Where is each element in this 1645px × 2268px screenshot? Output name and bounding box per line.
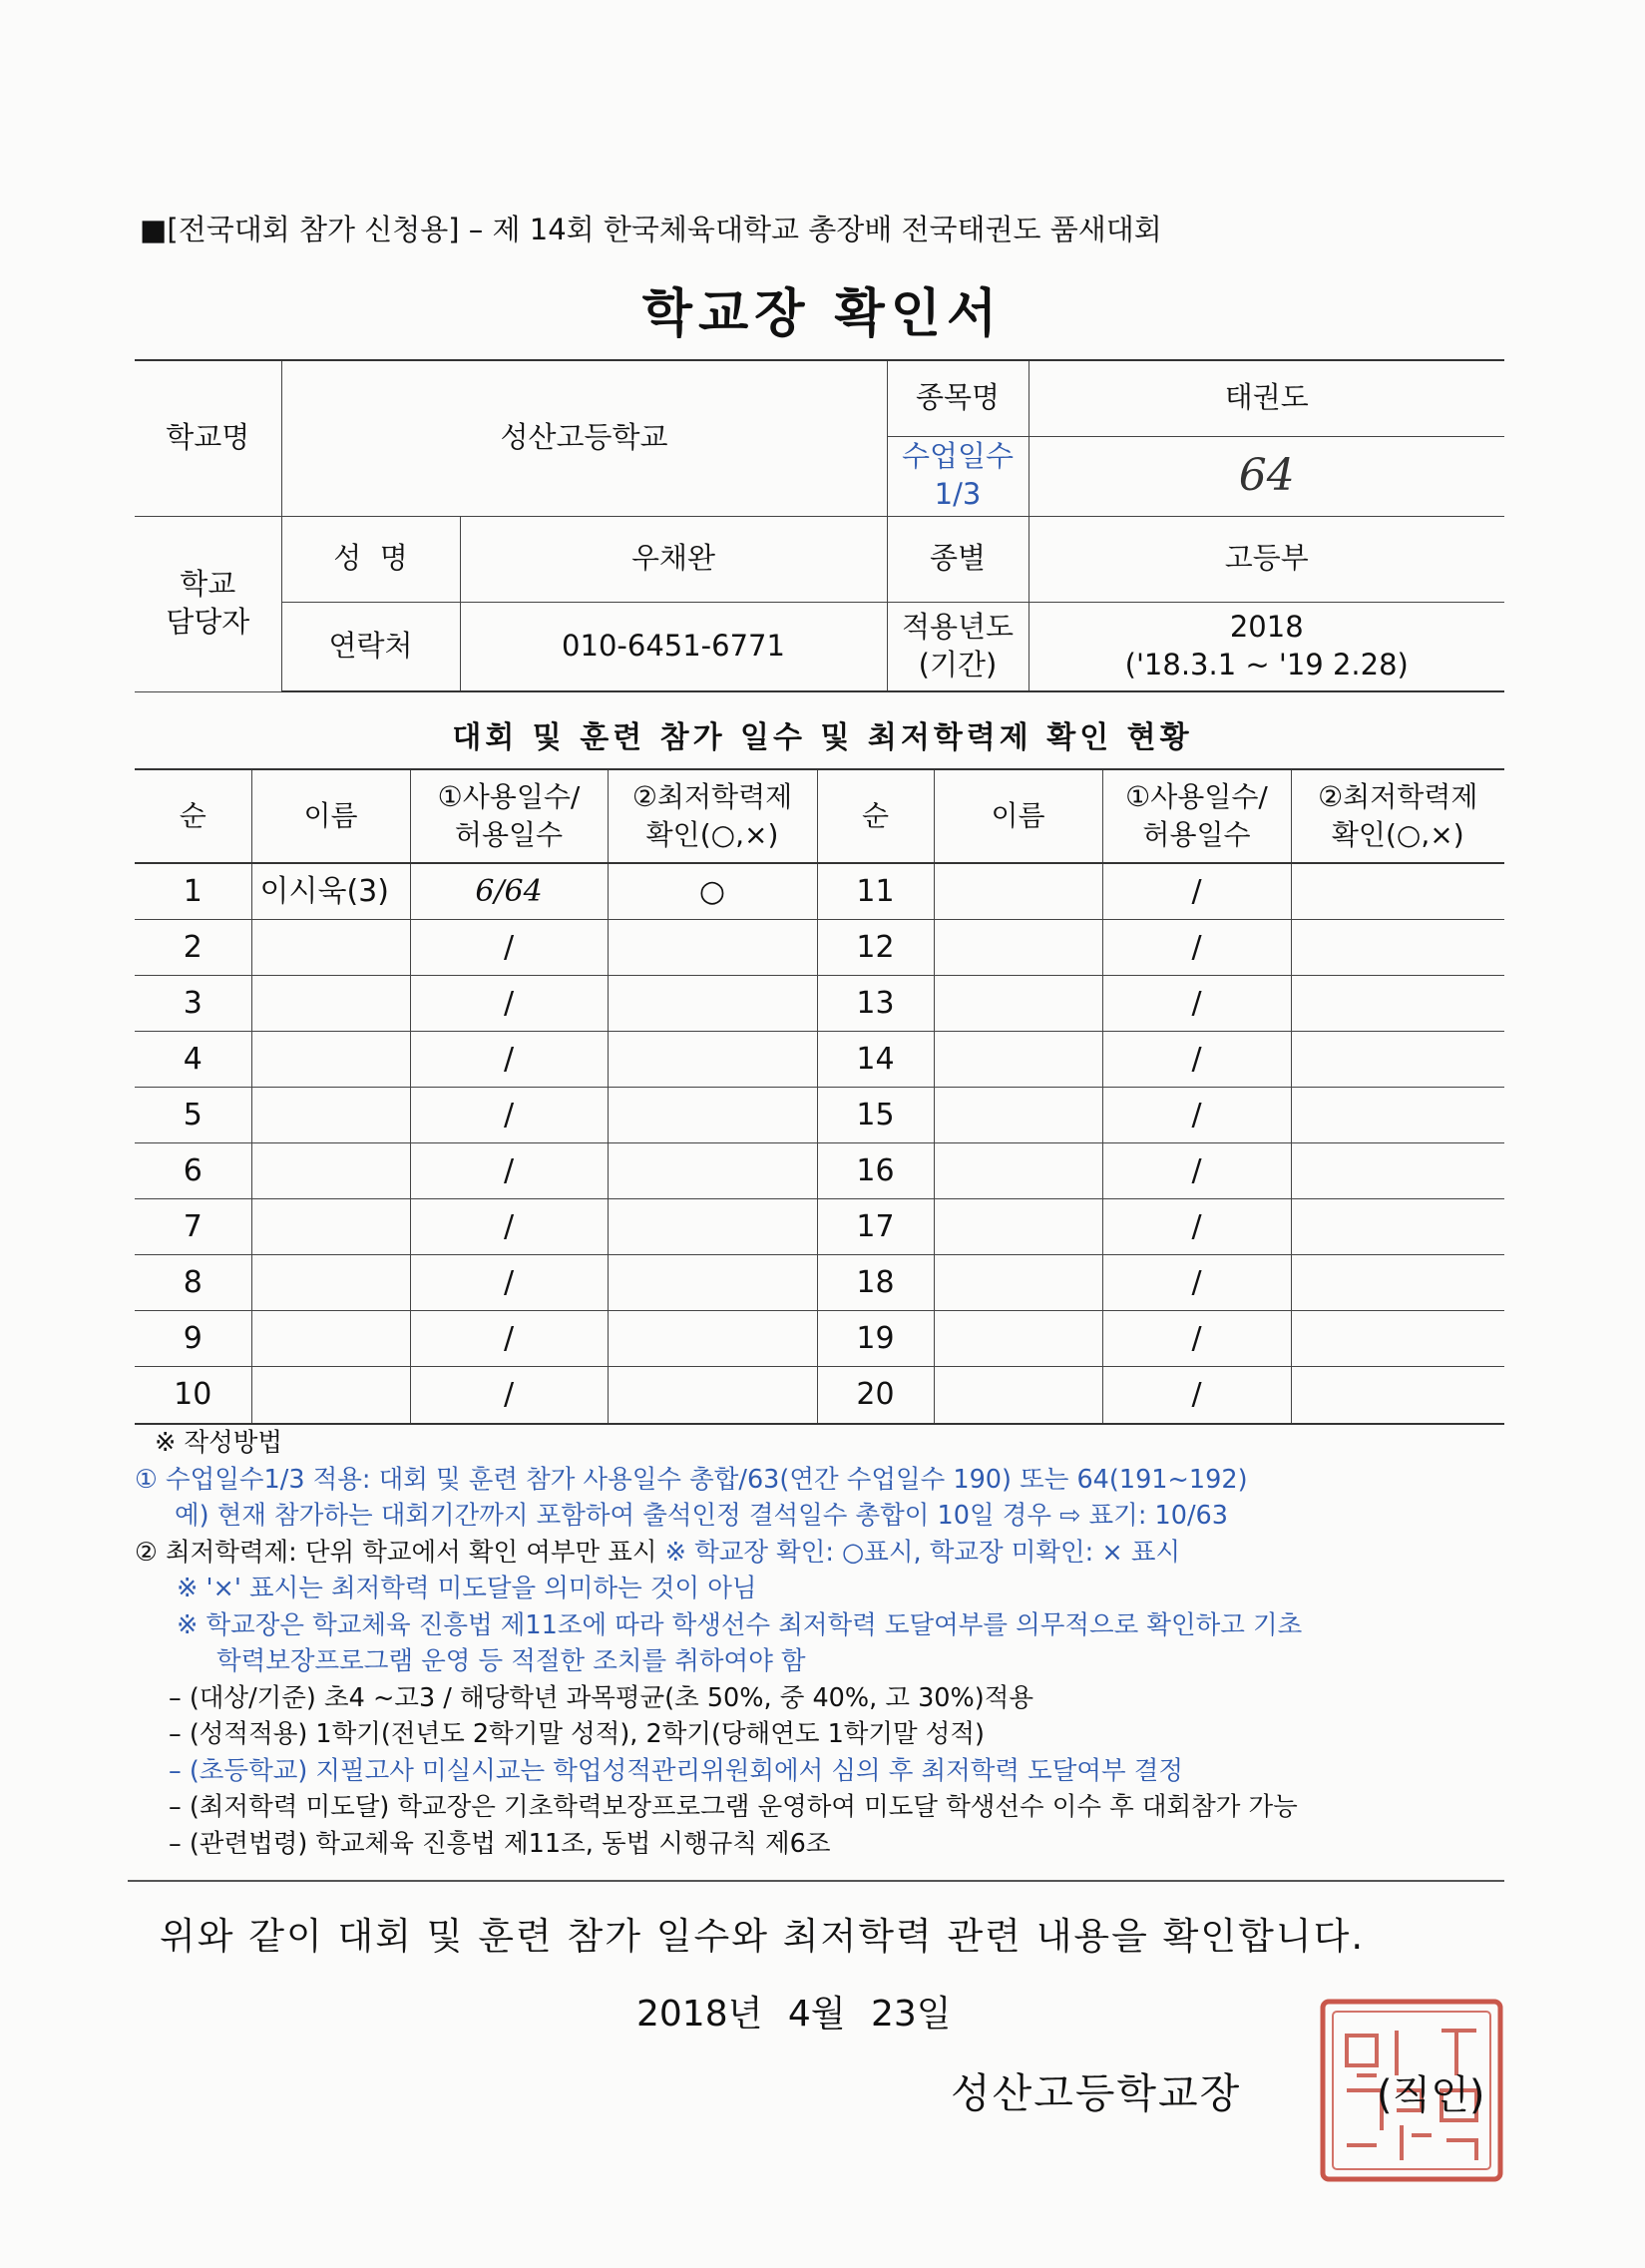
min-academic-check — [1291, 1142, 1504, 1198]
divider — [128, 1880, 1504, 1882]
row-number: 20 — [817, 1366, 934, 1424]
min-academic-check — [608, 1142, 817, 1198]
school-value: 성산고등학교 — [281, 360, 887, 516]
class-days-label-line1: 수업일수 — [901, 439, 1015, 474]
row-number: 2 — [135, 919, 251, 975]
used-days: / — [1102, 1366, 1291, 1424]
min-academic-check — [1291, 1254, 1504, 1310]
row-number: 8 — [135, 1254, 251, 1310]
table-row — [135, 1310, 1504, 1366]
row-number: 6 — [135, 1142, 251, 1198]
class-days-value: 64 — [1028, 436, 1504, 516]
row-number: 1 — [135, 863, 251, 919]
row-number: 4 — [135, 1031, 251, 1087]
table-row — [135, 919, 1504, 975]
year-label — [887, 602, 1028, 691]
min-academic-check — [1291, 1087, 1504, 1142]
participant-name — [934, 1254, 1102, 1310]
staff-label-line2: 담당자 — [166, 605, 250, 639]
used-days: / — [1102, 1310, 1291, 1366]
participant-name — [934, 919, 1102, 975]
min-academic-check — [608, 1031, 817, 1087]
header-days-right-line1: ①사용일수/ — [1125, 780, 1268, 814]
used-days: / — [1102, 975, 1291, 1031]
participant-name — [934, 975, 1102, 1031]
class-days-label-line2: 1/3 — [934, 477, 982, 511]
header-no-right: 순 — [817, 769, 934, 863]
used-days: / — [1102, 919, 1291, 975]
table-row — [135, 975, 1504, 1031]
row-number: 5 — [135, 1087, 251, 1142]
row-number: 17 — [817, 1198, 934, 1254]
document-title: 학교장 확인서 — [641, 284, 1004, 344]
table-row — [135, 1142, 1504, 1198]
header-days — [410, 769, 608, 863]
row-number: 18 — [817, 1254, 934, 1310]
staff-label — [135, 516, 281, 691]
contact-value: 010-6451-6771 — [460, 602, 887, 691]
detail-4: – (최저학력 미도달) 학교장은 기초학력보장프로그램 운영하여 미도달 학생선수 이수 후 대회참가 가능 — [169, 1792, 1298, 1822]
participant-name — [934, 1310, 1102, 1366]
used-days: / — [1102, 1198, 1291, 1254]
min-academic-check — [608, 975, 817, 1031]
participant-name — [934, 1366, 1102, 1424]
signer-title: 성산고등학교장 — [951, 2069, 1242, 2117]
participant-name — [251, 1310, 410, 1366]
header-min-line1: ②최저학력제 — [631, 780, 793, 814]
used-days: / — [410, 1366, 608, 1424]
name-value: 우채완 — [460, 516, 887, 602]
school-label: 학교명 — [135, 360, 281, 516]
row-number: 12 — [817, 919, 934, 975]
note-2 — [135, 1535, 1531, 1572]
participants-table — [135, 768, 1504, 1425]
division-value: 고등부 — [1028, 516, 1504, 602]
year-label-line1: 적용년도 — [901, 610, 1015, 645]
participant-name — [251, 1366, 410, 1424]
date-line: 2018년 4월 23일 — [636, 1994, 952, 2035]
header-no: 순 — [135, 769, 251, 863]
participant-name — [934, 1031, 1102, 1087]
year-cell — [1028, 602, 1504, 691]
used-days: / — [410, 1087, 608, 1142]
info-table — [135, 359, 1504, 692]
note-2b: ※ 학교장 확인: ○표시, 학교장 미확인: × 표시 — [664, 1537, 1181, 1568]
note-1a: ① 수업일수1/3 적용: 대회 및 훈련 참가 사용일수 총합/63(연간 수업일수 190) 또는 64(191~192) — [135, 1464, 1248, 1495]
min-academic-check — [1291, 919, 1504, 975]
row-number: 14 — [817, 1031, 934, 1087]
header-min-right — [1291, 769, 1504, 863]
row-number: 19 — [817, 1310, 934, 1366]
division-label: 종별 — [887, 516, 1028, 602]
participant-name: 이시욱(3) — [251, 863, 410, 919]
header-min — [608, 769, 817, 863]
used-days: / — [410, 1310, 608, 1366]
table-row — [135, 863, 1504, 919]
used-days: / — [410, 1254, 608, 1310]
header-days-right — [1102, 769, 1291, 863]
note-3: ※ '×' 표시는 최저학력 미도달을 의미하는 것이 아님 — [177, 1574, 757, 1603]
row-number: 16 — [817, 1142, 934, 1198]
row-number: 9 — [135, 1310, 251, 1366]
seal-label: (직인) — [1377, 2072, 1485, 2118]
used-days: / — [1102, 1031, 1291, 1087]
row-number: 7 — [135, 1198, 251, 1254]
min-academic-check — [1291, 1198, 1504, 1254]
table-row — [135, 1366, 1504, 1424]
section-title: 대회 및 훈련 참가 일수 및 최저학력제 확인 현황 — [452, 720, 1193, 755]
used-days: / — [410, 1142, 608, 1198]
row-number: 15 — [817, 1087, 934, 1142]
detail-3: – (초등학교) 지필고사 미실시교는 학업성적관리위원회에서 심의 후 최저학력 도달여부 결정 — [169, 1755, 1184, 1786]
header-min-line2: 확인(○,×) — [645, 818, 779, 851]
header-days-line2: 허용일수 — [454, 818, 564, 851]
min-academic-check — [608, 1087, 817, 1142]
header-name-right: 이름 — [934, 769, 1102, 863]
note-1b: 예) 현재 참가하는 대회기간까지 포함하여 출석인정 결석일수 총합이 10일 경우 ⇨ 표기: 10/63 — [175, 1501, 1228, 1531]
notes-section — [135, 1425, 1531, 1862]
header-min-right-line1: ②최저학력제 — [1318, 780, 1478, 814]
used-days: / — [410, 975, 608, 1031]
used-days: / — [410, 1198, 608, 1254]
participant-name — [934, 1142, 1102, 1198]
participant-name — [251, 975, 410, 1031]
row-number: 3 — [135, 975, 251, 1031]
table-row — [135, 1031, 1504, 1087]
year-label-line2: (기간) — [918, 647, 998, 681]
min-academic-check — [608, 1254, 817, 1310]
participant-name — [251, 1031, 410, 1087]
detail-1: – (대상/기준) 초4 ~고3 / 해당학년 과목평균(초 50%, 중 40%, 고 30%)적용 — [169, 1682, 1033, 1713]
used-days: / — [1102, 1087, 1291, 1142]
table-row — [135, 1087, 1504, 1142]
min-academic-check — [1291, 1031, 1504, 1087]
detail-5: – (관련법령) 학교체육 진흥법 제11조, 동법 시행규칙 제6조 — [169, 1828, 831, 1859]
table-row — [135, 1198, 1504, 1254]
min-academic-check — [1291, 1310, 1504, 1366]
min-academic-check — [1291, 863, 1504, 919]
min-academic-check — [608, 1198, 817, 1254]
participant-name — [251, 1142, 410, 1198]
min-academic-check — [608, 1366, 817, 1424]
event-value: 태권도 — [1028, 360, 1504, 436]
confirm-statement: 위와 같이 대회 및 훈련 참가 일수와 최저학력 관련 내용을 확인합니다. — [160, 1915, 1366, 1958]
header-days-line1: ①사용일수/ — [437, 780, 581, 814]
header-days-right-line2: 허용일수 — [1142, 818, 1251, 851]
staff-label-line1: 학교 — [180, 567, 236, 602]
min-academic-check — [1291, 1366, 1504, 1424]
used-days: 6/64 — [410, 863, 608, 919]
event-label: 종목명 — [887, 360, 1028, 436]
participant-name — [251, 1254, 410, 1310]
participant-name — [934, 863, 1102, 919]
row-number: 11 — [817, 863, 934, 919]
header-title-line: ■[전국대회 참가 신청용] – 제 14회 한국체육대학교 총장배 전국태권도 품새대회 — [140, 213, 1162, 246]
min-academic-check — [1291, 975, 1504, 1031]
class-days-label — [887, 436, 1028, 516]
participant-name — [934, 1087, 1102, 1142]
min-academic-check: ○ — [608, 863, 817, 919]
participant-name — [251, 1087, 410, 1142]
participants-header-row — [135, 769, 1504, 863]
min-academic-check — [608, 919, 817, 975]
participant-name — [251, 1198, 410, 1254]
participant-name — [934, 1198, 1102, 1254]
header-name: 이름 — [251, 769, 410, 863]
header-min-right-line2: 확인(○,×) — [1331, 818, 1464, 851]
period-value: ('18.3.1 ~ '19 2.28) — [1124, 647, 1409, 681]
used-days: / — [1102, 863, 1291, 919]
used-days: / — [410, 1031, 608, 1087]
note-4b: 학력보장프로그램 운영 등 적절한 조치를 취하여야 함 — [216, 1646, 806, 1676]
notes-heading: ※ 작성방법 — [155, 1428, 283, 1458]
participant-name — [251, 919, 410, 975]
row-number: 13 — [817, 975, 934, 1031]
used-days: / — [1102, 1142, 1291, 1198]
row-number: 10 — [135, 1366, 251, 1424]
name-label: 성 명 — [281, 516, 460, 602]
table-row — [135, 1254, 1504, 1310]
contact-label: 연락처 — [281, 602, 460, 691]
min-academic-check — [608, 1310, 817, 1366]
used-days: / — [1102, 1254, 1291, 1310]
used-days: / — [410, 919, 608, 975]
note-4a: ※ 학교장은 학교체육 진흥법 제11조에 따라 학생선수 최저학력 도달여부를 의무적으로 확인하고 기초 — [177, 1609, 1303, 1640]
year-value: 2018 — [1229, 610, 1304, 645]
detail-2: – (성적적용) 1학기(전년도 2학기말 성적), 2학기(당해연도 1학기말 성적) — [169, 1719, 986, 1749]
note-2a: ② 최저학력제: 단위 학교에서 확인 여부만 표시 — [135, 1537, 657, 1568]
